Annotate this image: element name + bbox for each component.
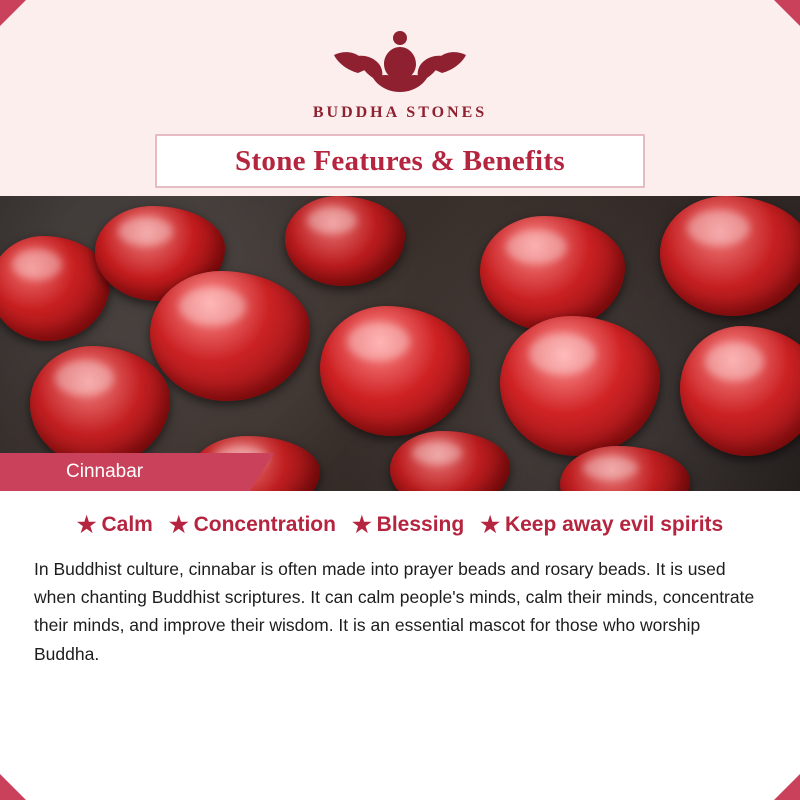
content-section	[0, 491, 800, 800]
photo-caption-banner	[0, 453, 250, 491]
benefit-item	[352, 513, 464, 537]
benefit-item	[77, 513, 153, 537]
description-text: In Buddhist culture, cinnabar is often made into prayer beads and rosary beads. It is used when chanting Buddhist scriptures. It can calm people's minds, calm their minds, concentrate their minds, and improve their wisdom. It is an essential mascot for those who worship Buddha.	[34, 558, 755, 664]
benefit-item	[480, 513, 723, 537]
lotus-meditation-icon	[325, 22, 475, 100]
benefit-label: Keep away evil spirits	[504, 513, 724, 536]
star-icon: ★	[480, 512, 500, 537]
corner-decoration-bottom-left	[0, 774, 26, 800]
brand-name: BUDDHA STONES	[312, 104, 488, 121]
benefits-list	[32, 513, 768, 537]
benefit-label: Concentration	[193, 513, 336, 536]
benefit-label: Calm	[101, 513, 153, 536]
stone-name: Cinnabar	[66, 461, 144, 482]
stone-photo	[0, 196, 800, 491]
star-icon: ★	[351, 512, 372, 537]
title-bar	[0, 140, 800, 196]
star-icon: ★	[76, 512, 97, 537]
page-title: Stone Features & Benefits	[235, 144, 565, 177]
title-box	[155, 134, 645, 188]
corner-decoration-bottom-right	[774, 774, 800, 800]
header	[0, 0, 800, 140]
corner-decoration-top-left	[0, 0, 26, 26]
star-icon: ★	[168, 512, 189, 537]
benefit-item	[169, 513, 336, 537]
corner-decoration-top-right	[774, 0, 800, 26]
benefit-label: Blessing	[376, 513, 465, 536]
